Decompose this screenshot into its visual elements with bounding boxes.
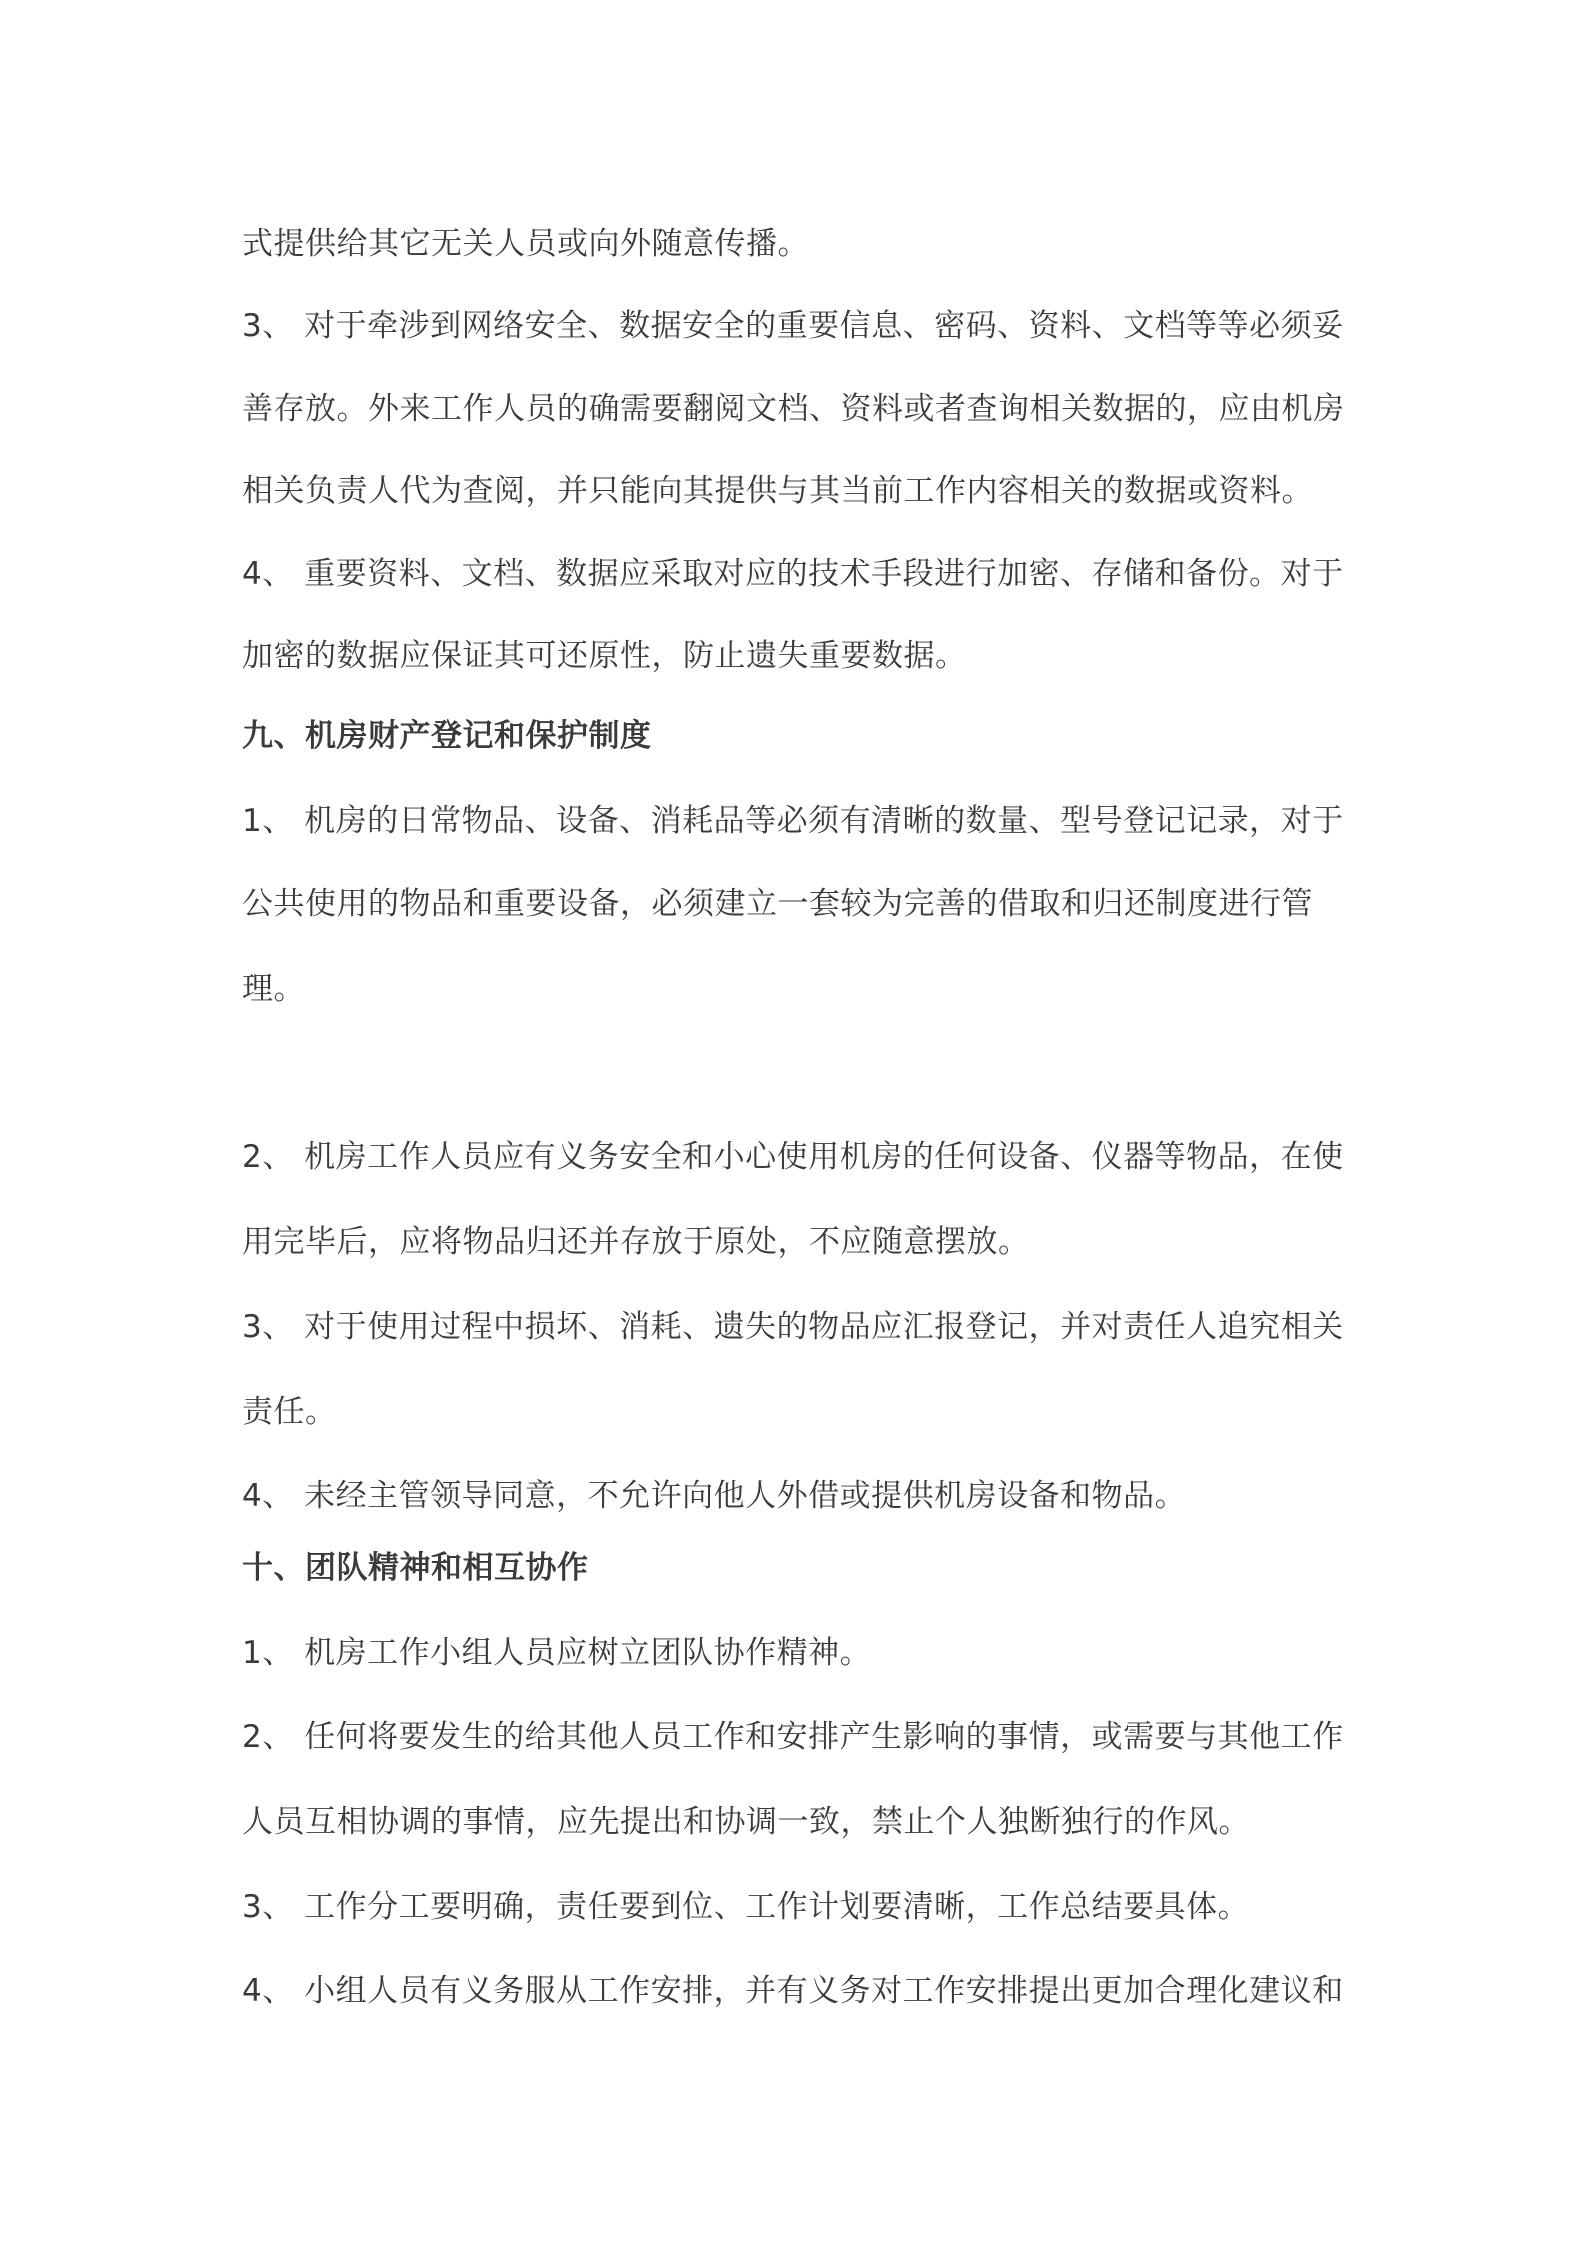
- paragraph-line: 理。: [242, 971, 305, 1007]
- paragraph-line: 1、 机房工作小组人员应树立团队协作精神。: [242, 1635, 872, 1671]
- paragraph-line: 相关负责人代为查阅，并只能向其提供与其当前工作内容相关的数据或资料。: [242, 473, 1313, 509]
- paragraph-line: 式提供给其它无关人员或向外随意传播。: [242, 226, 809, 262]
- paragraph-line: 4、 重要资料、文档、数据应采取对应的技术手段进行加密、存储和备份。对于: [242, 556, 1344, 592]
- paragraph-line: 4、 小组人员有义务服从工作安排，并有义务对工作安排提出更加合理化建议和: [242, 1973, 1344, 2009]
- paragraph-line: 加密的数据应保证其可还原性，防止遗失重要数据。: [242, 638, 967, 674]
- paragraph-line: 4、 未经主管领导同意，不允许向他人外借或提供机房设备和物品。: [242, 1478, 1187, 1514]
- paragraph-line: 2、 任何将要发生的给其他人员工作和安排产生影响的事情，或需要与其他工作: [242, 1719, 1344, 1755]
- section-heading: 十、团队精神和相互协作: [242, 1550, 589, 1586]
- paragraph-line: 2、 机房工作人员应有义务安全和小心使用机房的任何设备、仪器等物品，在使: [242, 1139, 1344, 1175]
- paragraph-line: 责任。: [242, 1394, 337, 1430]
- paragraph-line: 善存放。外来工作人员的确需要翻阅文档、资料或者查询相关数据的，应由机房: [242, 391, 1345, 427]
- paragraph-line: 3、 工作分工要明确，责任要到位、工作计划要清晰，工作总结要具体。: [242, 1889, 1250, 1925]
- paragraph-line: 3、 对于使用过程中损坏、消耗、遗失的物品应汇报登记，并对责任人追究相关: [242, 1309, 1344, 1345]
- paragraph-line: 1、 机房的日常物品、设备、消耗品等必须有清晰的数量、型号登记记录，对于: [242, 803, 1344, 839]
- paragraph-line: 3、 对于牵涉到网络安全、数据安全的重要信息、密码、资料、文档等等必须妥: [242, 308, 1344, 344]
- paragraph-line: 公共使用的物品和重要设备，必须建立一套较为完善的借取和归还制度进行管: [242, 886, 1313, 922]
- section-heading: 九、机房财产登记和保护制度: [242, 718, 652, 754]
- paragraph-line: 人员互相协调的事情，应先提出和协调一致，禁止个人独断独行的作风。: [242, 1804, 1250, 1840]
- paragraph-line: 用完毕后，应将物品归还并存放于原处，不应随意摆放。: [242, 1224, 1030, 1260]
